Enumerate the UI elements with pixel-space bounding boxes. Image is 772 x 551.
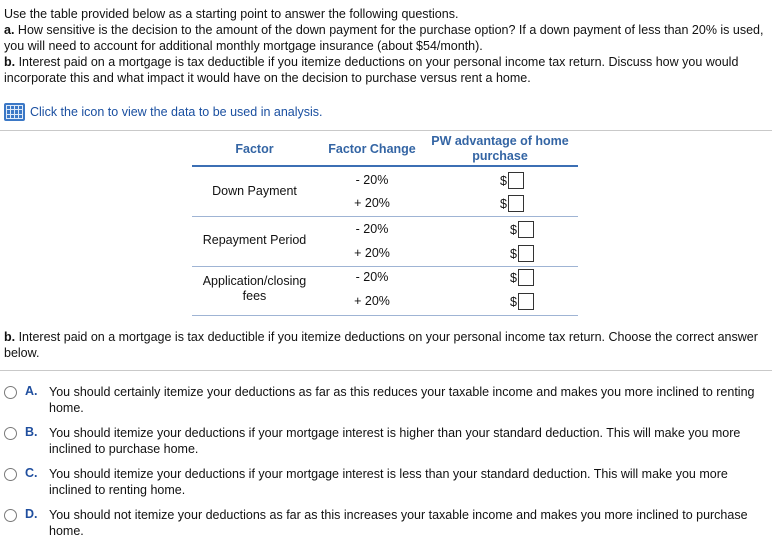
change-repay-minus: - 20% [355,222,389,236]
answer-input-down-plus[interactable] [508,195,524,212]
change-repay-plus: + 20% [354,246,390,260]
row-divider [192,266,578,267]
change-down-plus: + 20% [354,196,390,210]
header-rule [192,165,578,167]
section-divider [0,130,772,131]
factor-application-closing-fees [192,274,317,304]
option-d-text[interactable]: You should not itemize your deductions as far as this increases your taxable income and makes you more inclined to purchase home. [49,508,748,538]
factor-repayment-period: Repayment Period [202,233,307,247]
header-factor: Factor [235,142,274,156]
currency-symbol: $ [510,294,517,309]
answer-fees-plus [510,293,534,310]
currency-symbol: $ [510,246,517,261]
currency-symbol: $ [500,196,507,211]
option-b-letter: B. [25,425,38,439]
answer-input-down-minus[interactable] [508,172,524,189]
option-a-text[interactable]: You should certainly itemize your deductions as far as this reduces your taxable income and makes you more inclined to renting home. [49,385,755,415]
answer-input-repay-minus[interactable] [518,221,534,238]
answer-input-repay-plus[interactable] [518,245,534,262]
option-b[interactable] [4,425,764,457]
view-data-link-text[interactable]: Click the icon to view the data to be used in analysis. [30,105,323,119]
answer-repay-minus [510,221,534,238]
factor-app-line2: fees [242,289,267,303]
row-divider [192,216,578,217]
currency-symbol: $ [510,222,517,237]
question-b-label: b. [4,330,16,344]
option-a[interactable] [4,384,764,416]
part-a-label: a. [4,23,15,37]
row-divider [192,315,578,316]
answer-down-plus [500,195,524,212]
part-a-text [4,22,768,54]
part-b-text [4,54,768,86]
answer-repay-plus [510,245,534,262]
option-c-text[interactable]: You should itemize your deductions if your mortgage interest is less than your standard deduction. This will make you more inclined to renting home. [49,467,728,497]
intro-line: Use the table provided below as a starting point to answer the following questions. [4,7,459,21]
answer-down-minus [500,172,524,189]
view-data-link[interactable] [4,103,323,121]
answer-fees-minus [510,269,534,286]
factor-down-payment: Down Payment [212,184,297,198]
answer-input-fees-plus[interactable] [518,293,534,310]
option-d-letter: D. [25,507,38,521]
option-d[interactable] [4,507,764,539]
factor-app-line1: Application/closing [202,274,307,288]
part-b-body: Interest paid on a mortgage is tax deductible if you itemize deductions on your personal income tax return. Discuss how you would incorporate this and what impact it would have on the decision to purchase versus rent a home. [4,55,739,85]
header-pw-line2: purchase [472,149,528,163]
answer-input-fees-minus[interactable] [518,269,534,286]
radio-option-c[interactable] [4,468,17,481]
header-factor-change: Factor Change [328,142,416,156]
question-b-prompt [4,329,764,361]
header-pw-line1: PW advantage of home [431,134,569,148]
change-down-minus: - 20% [355,173,389,187]
radio-option-b[interactable] [4,427,17,440]
question-intro [4,6,768,86]
currency-symbol: $ [500,173,507,188]
header-pw-advantage [422,134,578,164]
currency-symbol: $ [510,270,517,285]
question-b-text: Interest paid on a mortgage is tax deductible if you itemize deductions on your personal income tax return. Choose the correct answer below. [4,330,758,360]
change-fees-plus: + 20% [354,294,390,308]
spreadsheet-grid-icon[interactable] [4,103,25,121]
part-b-label: b. [4,55,16,69]
option-c[interactable] [4,466,764,498]
part-a-body: How sensitive is the decision to the amount of the down payment for the purchase option? If a down payment of less than 20% is used, you will need to account for additional monthly mortgage insurance (about $54/month). [4,23,764,53]
change-fees-minus: - 20% [355,270,389,284]
option-c-letter: C. [25,466,38,480]
option-b-text[interactable]: You should itemize your deductions if your mortgage interest is higher than your standard deduction. This will make you more inclined to purchase home. [49,426,741,456]
answer-divider [0,370,772,371]
option-a-letter: A. [25,384,38,398]
radio-option-d[interactable] [4,509,17,522]
radio-option-a[interactable] [4,386,17,399]
